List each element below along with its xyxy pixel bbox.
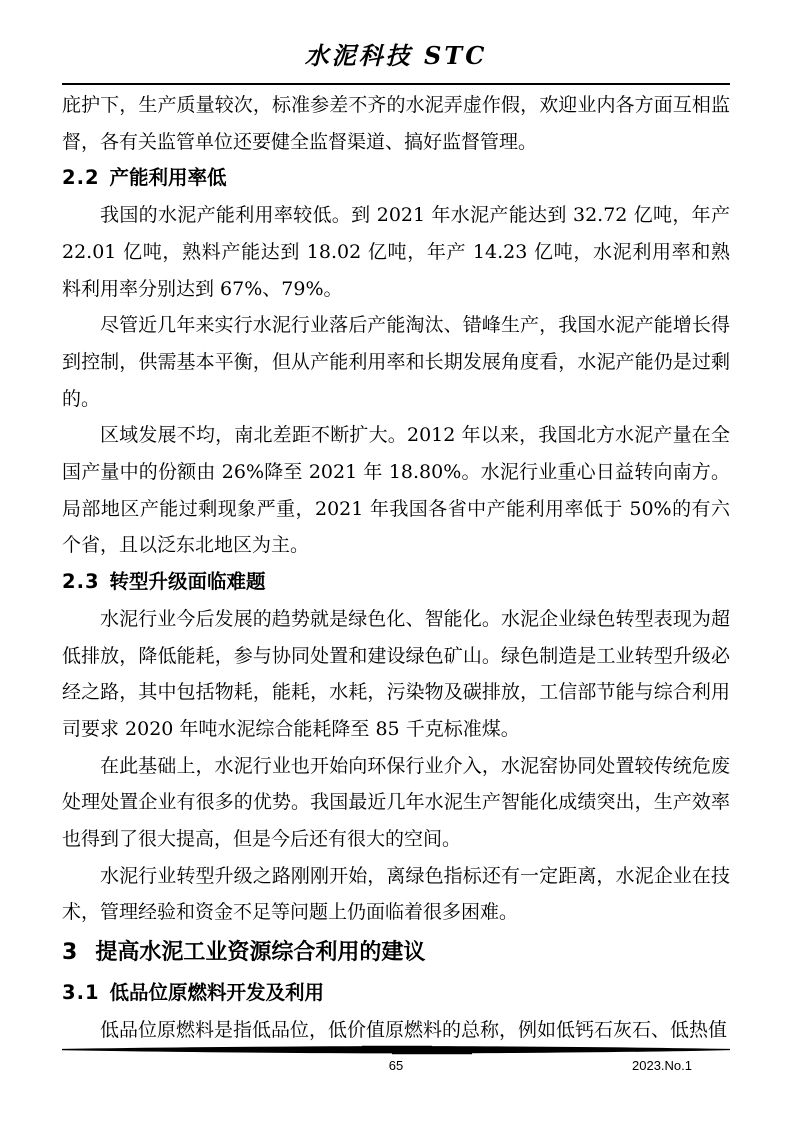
footer-meta [62, 1056, 730, 1076]
section-title: 产能利用率低 [109, 166, 227, 190]
section-heading-3 [62, 931, 730, 975]
paragraph: 水泥行业转型升级之路刚刚开始，离绿色指标还有一定距离，水泥企业在技术，管理经验和资金不足等问题上仍面临着很多困难。 [62, 864, 730, 924]
paragraph: 我国的水泥产能利用率较低。到 2021 年水泥产能达到 32.72 亿吨，年产 22.01 亿吨，熟料产能达到 18.02 亿吨，年产 14.23 亿吨，水泥利用率和熟料利用率分别达到 67%、79%。 [62, 204, 730, 300]
section-heading-3-1 [62, 975, 730, 1012]
section-number: 3.1 [62, 981, 100, 1005]
section-number: 3 [62, 940, 78, 966]
paragraph: 低品位原燃料是指低品位，低价值原燃料的总称，例如低钙石灰石、低热值 [100, 1018, 728, 1041]
section-heading-2-3 [62, 564, 730, 601]
paragraph: 尽管近几年来实行水泥行业落后产能淘汰、错峰生产，我国水泥产能增长得到控制，供需基本平衡，但从产能利用率和长期发展角度看，水泥产能仍是过剩的。 [62, 314, 730, 410]
paragraph: 区域发展不均，南北差距不断扩大。2012 年以来，我国北方水泥产量在全国产量中的份额由 26%降至 2021 年 18.80%。水泥行业重心日益转向南方。局部地区产能过剩现象严重，2021 年我国各省中产能利用率低于 50%的有六个省，且以泛东北地区为主。 [62, 424, 730, 557]
footer-rule [62, 1044, 730, 1055]
article-body [62, 87, 730, 1049]
page-footer [62, 1044, 730, 1076]
paragraph: 在此基础上，水泥行业也开始向环保行业介入，水泥窑协同处置较传统危废处理处置企业有很多的优势。我国最近几年水泥生产智能化成绩突出，生产效率也得到了很大提高，但是今后还有很大的空间。 [62, 754, 730, 851]
journal-header [62, 0, 730, 85]
section-number: 2.3 [62, 570, 100, 594]
paragraph-carryover: 庇护下，生产质量较次，标准参差不齐的水泥弄虚作假，欢迎业内各方面互相监督，各有关监管单位还要健全监督渠道、搞好监督管理。 [62, 94, 730, 153]
section-number: 2.2 [62, 166, 100, 190]
section-heading-2-2 [62, 160, 730, 197]
section-title: 转型升级面临难题 [109, 570, 266, 594]
header-rule [62, 83, 730, 85]
section-title: 提高水泥工业资源综合利用的建议 [95, 940, 426, 966]
paragraph: 水泥行业今后发展的趋势就是绿色化、智能化。水泥企业绿色转型表现为超低排放，降低能耗，参与协同处置和建设绿色矿山。绿色制造是工业转型升级必经之路，其中包括物耗，能耗，水耗，污染物及碳排放，工信部节能与综合利用司要求 2020 年吨水泥综合能耗降至 85 千克标准煤。 [62, 607, 730, 740]
section-title: 低品位原燃料开发及利用 [109, 981, 325, 1005]
journal-title: 水泥科技 STC [304, 41, 488, 70]
footer-page-number: 65 [388, 1058, 404, 1073]
footer-issue-number: 2023.No.1 [632, 1058, 692, 1073]
